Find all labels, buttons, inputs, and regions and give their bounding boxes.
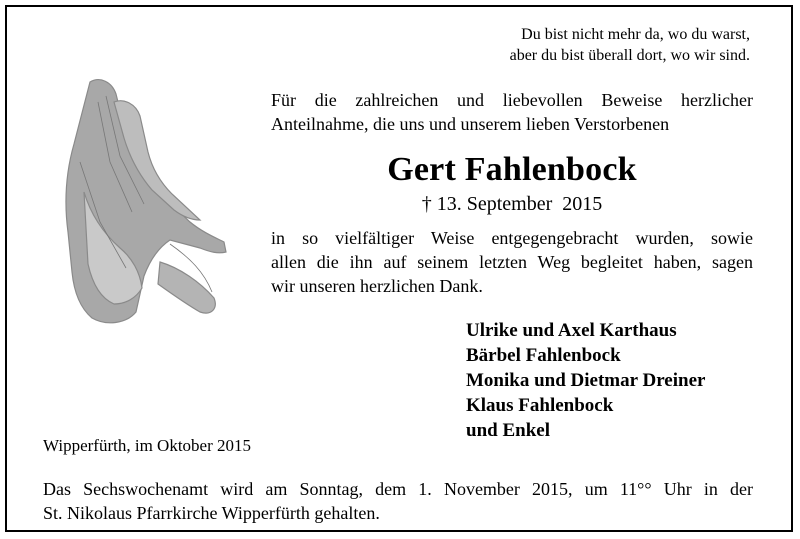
signer: Bärbel Fahlenbock [466,345,621,366]
signer: Klaus Fahlenbock [466,395,614,416]
thanks-intro-line: Anteilnahme, die uns und unserem lieben Verstorbenen [271,114,670,134]
motto-quote [510,24,750,66]
death-date: † 13. September 2015 [421,193,603,215]
praying-hands-icon [40,72,240,332]
thanks-intro-line: Für die zahlreichen und liebevollen Beweise herzlicher [271,90,753,110]
motto-line: aber du bist überall dort, wo wir sind. [509,47,750,64]
thanks-body-line: allen die ihn auf seinem letzten Weg begleitet haben, sagen [271,252,753,272]
signers-list [466,318,705,443]
mass-announcement [43,477,753,525]
thanks-body [271,226,753,298]
motto-line: Du bist nicht mehr da, wo du warst, [521,26,750,43]
place-date: Wipperfürth, im Oktober 2015 [43,436,251,455]
mass-announcement-line: Das Sechswochenamt wird am Sonntag, dem 1. November 2015, um 11°° Uhr in der [43,479,753,499]
signer: und Enkel [466,420,550,441]
signer: Monika und Dietmar Dreiner [466,370,706,391]
mass-announcement-line: St. Nikolaus Pfarrkirche Wipperfürth gehalten. [43,503,380,523]
deceased-name: Gert Fahlenbock [387,151,637,188]
thanks-body-line: in so vielfältiger Weise entgegengebracht wurden, sowie [271,228,753,248]
signer: Ulrike und Axel Karthaus [466,320,677,341]
thanks-body-line: wir unseren herzlichen Dank. [271,276,483,296]
thanks-intro [271,88,753,136]
